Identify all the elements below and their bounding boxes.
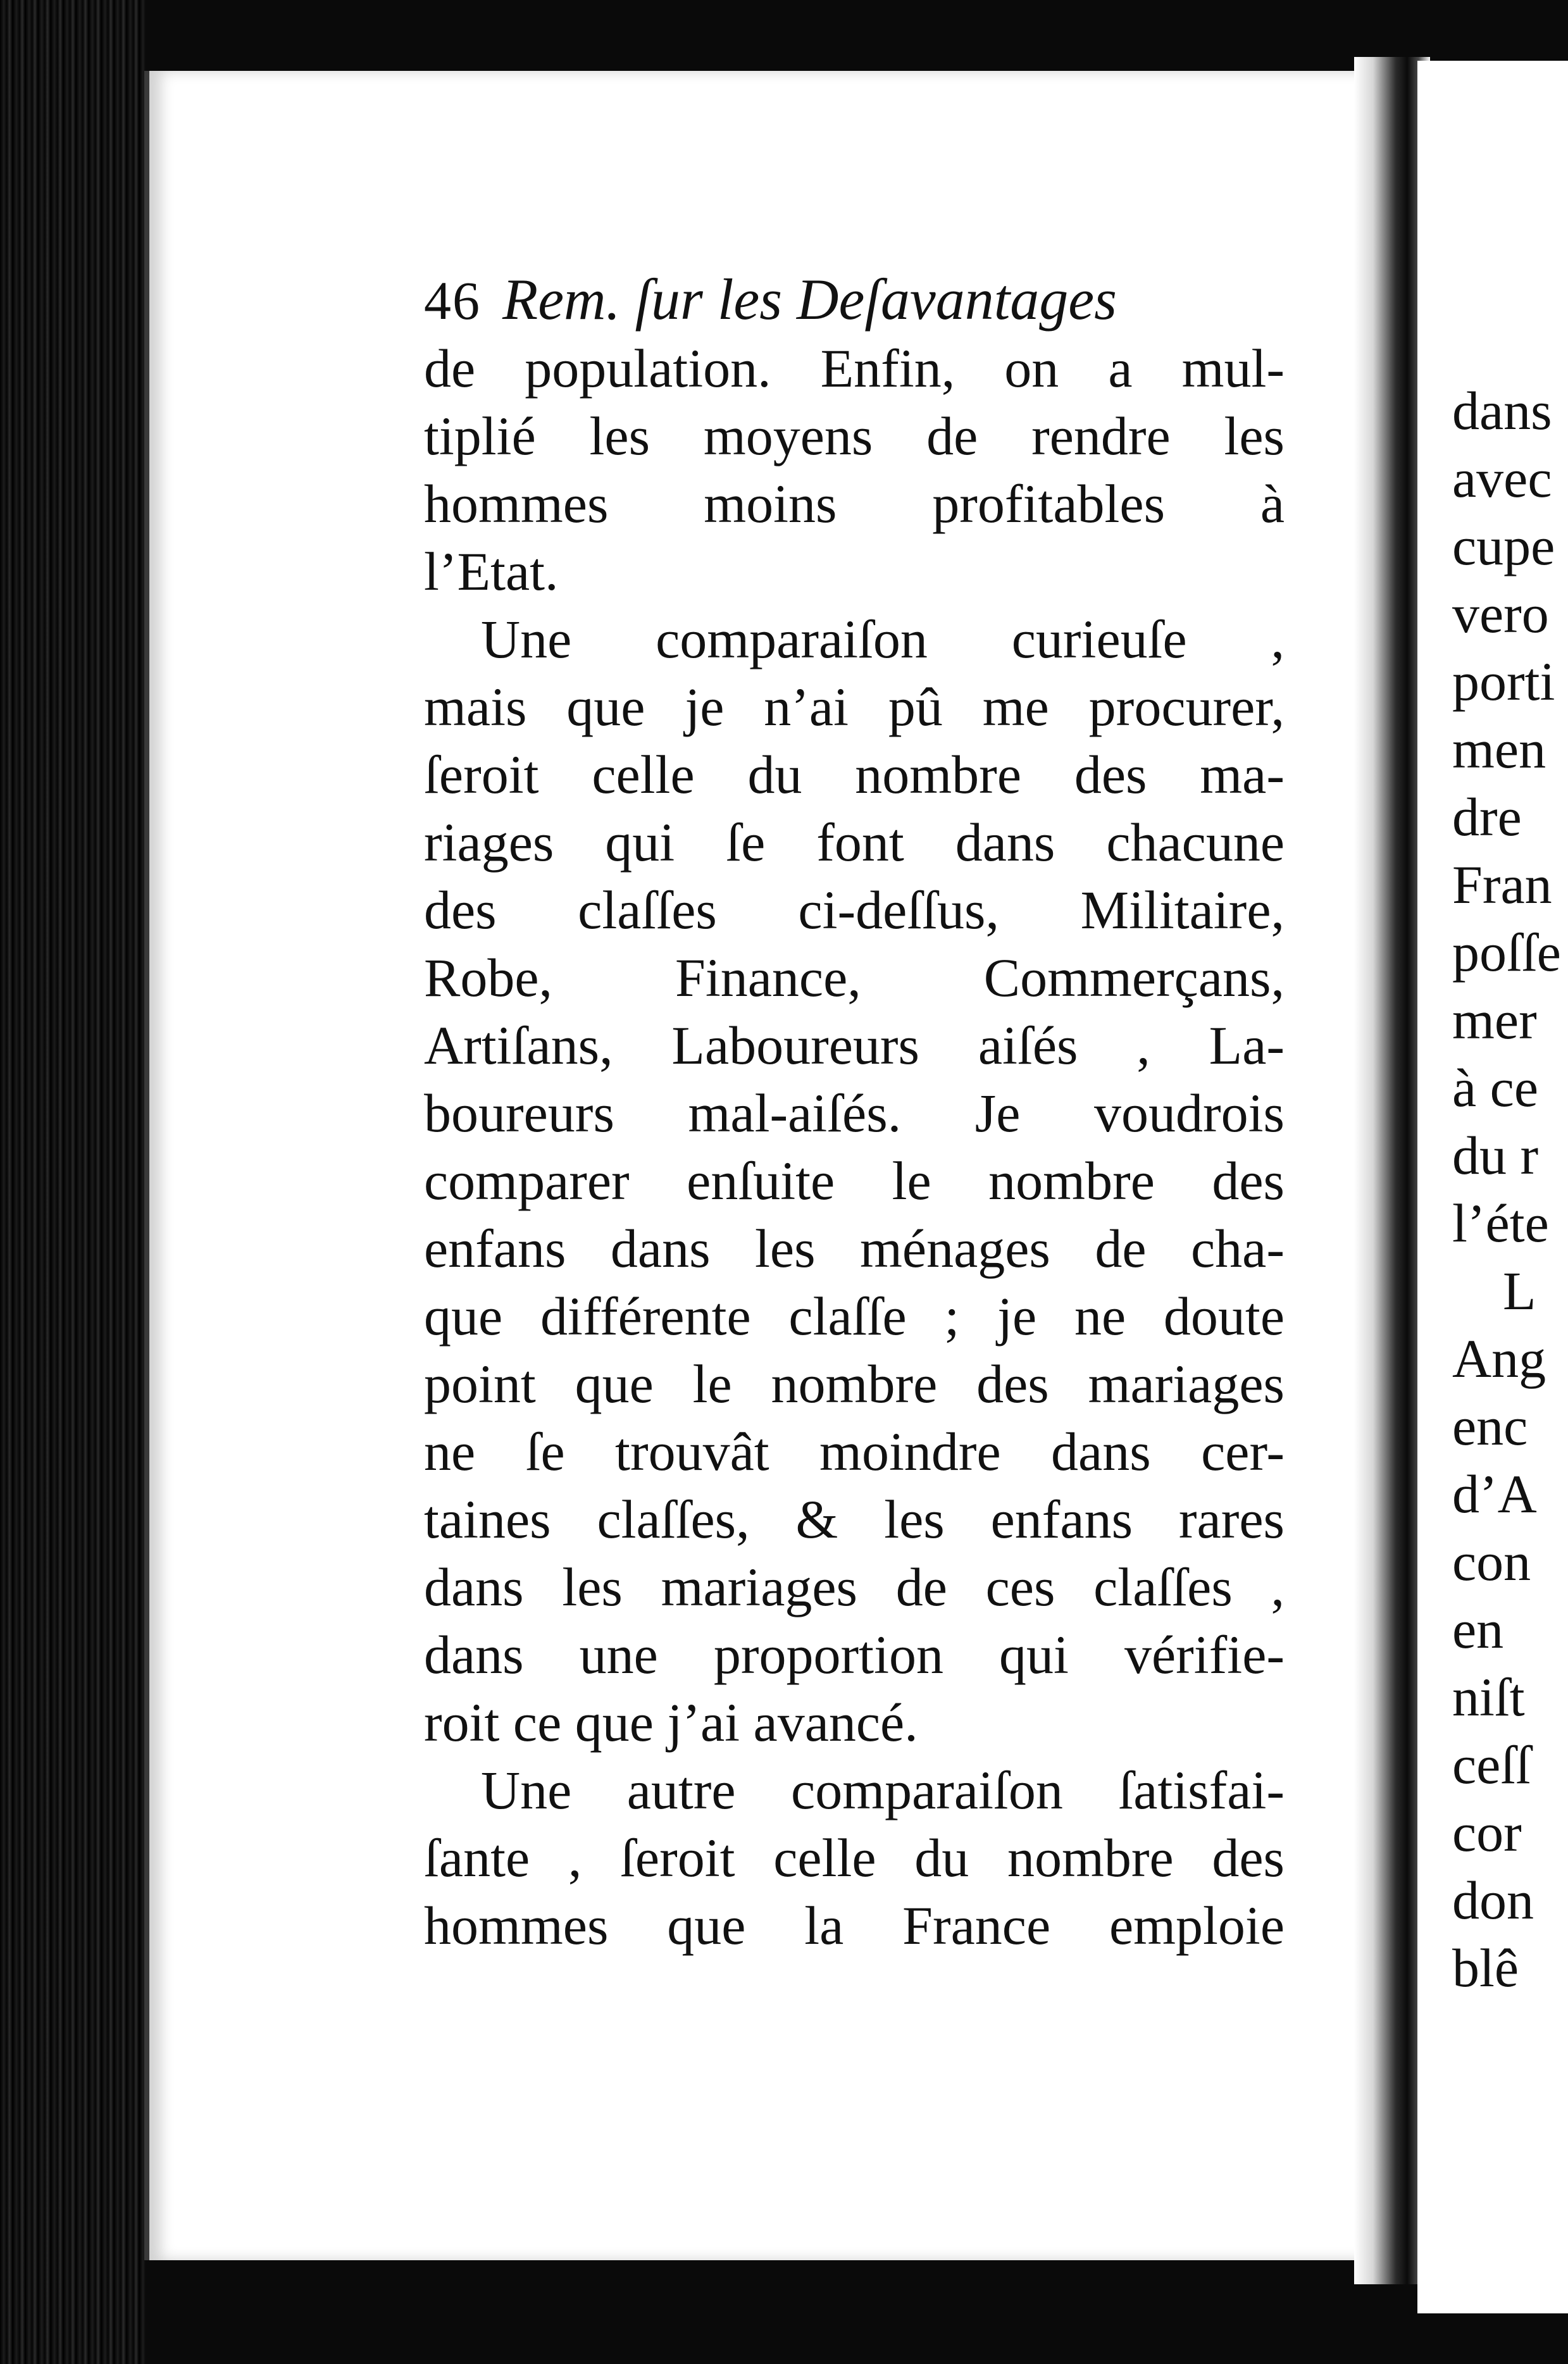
text-line: point que le nombre des mariages xyxy=(424,1353,1285,1414)
text-line: mais que je n’ai pû me procurer, xyxy=(424,676,1285,737)
text-line: hommes que la France emploie xyxy=(424,1895,1285,1956)
right-text-line: dans xyxy=(1452,380,1552,441)
right-text-line: cupe xyxy=(1452,516,1555,576)
right-text-line: don xyxy=(1452,1870,1534,1931)
running-head xyxy=(424,266,1322,335)
right-page-text xyxy=(1452,377,1561,2002)
text-line: boureurs mal-aiſés. Je voudrois xyxy=(424,1083,1285,1143)
text-line: des claſſes ci-deſſus, Militaire, xyxy=(424,880,1285,940)
text-line: taines claſſes, & les enfans rares xyxy=(424,1489,1285,1550)
right-text-line: dre xyxy=(1452,787,1522,847)
text-line: comparer enſuite le nombre des xyxy=(424,1150,1285,1211)
right-text-line: l’éte xyxy=(1452,1193,1549,1254)
text-line: ne ſe trouvât moindre dans cer- xyxy=(424,1421,1285,1482)
right-text-line: porti xyxy=(1452,651,1555,712)
text-line: que différente claſſe ; je ne doute xyxy=(424,1286,1285,1347)
right-text-line: blê xyxy=(1452,1938,1519,1998)
text-line: dans une proportion qui vérifie- xyxy=(424,1624,1285,1685)
right-text-line: Fran xyxy=(1452,854,1552,915)
text-line: ſeroit celle du nombre des ma- xyxy=(424,744,1285,805)
text-line: de population. Enfin, on a mul- xyxy=(424,338,1285,399)
text-line: ſante , ſeroit celle du nombre des xyxy=(424,1827,1285,1888)
right-text-line: cor xyxy=(1452,1802,1522,1863)
running-title: Rem. ſur les Deſavantages xyxy=(502,267,1117,332)
text-line: Robe, Finance, Commerçans, xyxy=(424,947,1285,1008)
right-text-line: poſſe xyxy=(1452,922,1561,983)
text-line: Une autre comparaiſon ſatisfai- xyxy=(481,1760,1285,1820)
right-text-line: Ang xyxy=(1452,1328,1546,1389)
text-line: Artiſans, Laboureurs aiſés , La- xyxy=(424,1015,1285,1076)
right-text-line: en xyxy=(1452,1599,1504,1660)
text-line: l’Etat. xyxy=(424,541,559,602)
text-line: dans les mariages de ces claſſes , xyxy=(424,1557,1285,1617)
right-text-line: mer xyxy=(1452,990,1537,1050)
right-text-line: du r xyxy=(1452,1125,1539,1186)
right-text-line: niſt xyxy=(1452,1667,1525,1727)
text-line: Une comparaiſon curieuſe , xyxy=(481,609,1285,669)
right-text-line: enc xyxy=(1452,1396,1528,1457)
text-line: tiplié les moyens de rendre les xyxy=(424,406,1285,466)
text-line: enfans dans les ménages de cha- xyxy=(424,1218,1285,1279)
right-text-line: men xyxy=(1452,719,1546,780)
text-line: riages qui ſe font dans chacune xyxy=(424,812,1285,873)
text-line: roit ce que j’ai avancé. xyxy=(424,1692,918,1753)
right-text-line: ceſſ xyxy=(1452,1734,1531,1795)
right-text-line: vero xyxy=(1452,583,1549,644)
right-text-line: avec xyxy=(1452,448,1552,509)
book-fore-edge xyxy=(0,0,146,2364)
right-text-line: con xyxy=(1452,1531,1531,1592)
text-line: hommes moins profitables à xyxy=(424,473,1285,534)
page-number: 46 xyxy=(424,270,481,331)
right-text-line: L xyxy=(1503,1260,1536,1321)
right-page xyxy=(1417,61,1568,2313)
body-text xyxy=(424,335,1322,1960)
right-text-line: à ce xyxy=(1452,1057,1539,1118)
right-text-line: d’A xyxy=(1452,1464,1537,1524)
left-page-text xyxy=(424,266,1322,1960)
